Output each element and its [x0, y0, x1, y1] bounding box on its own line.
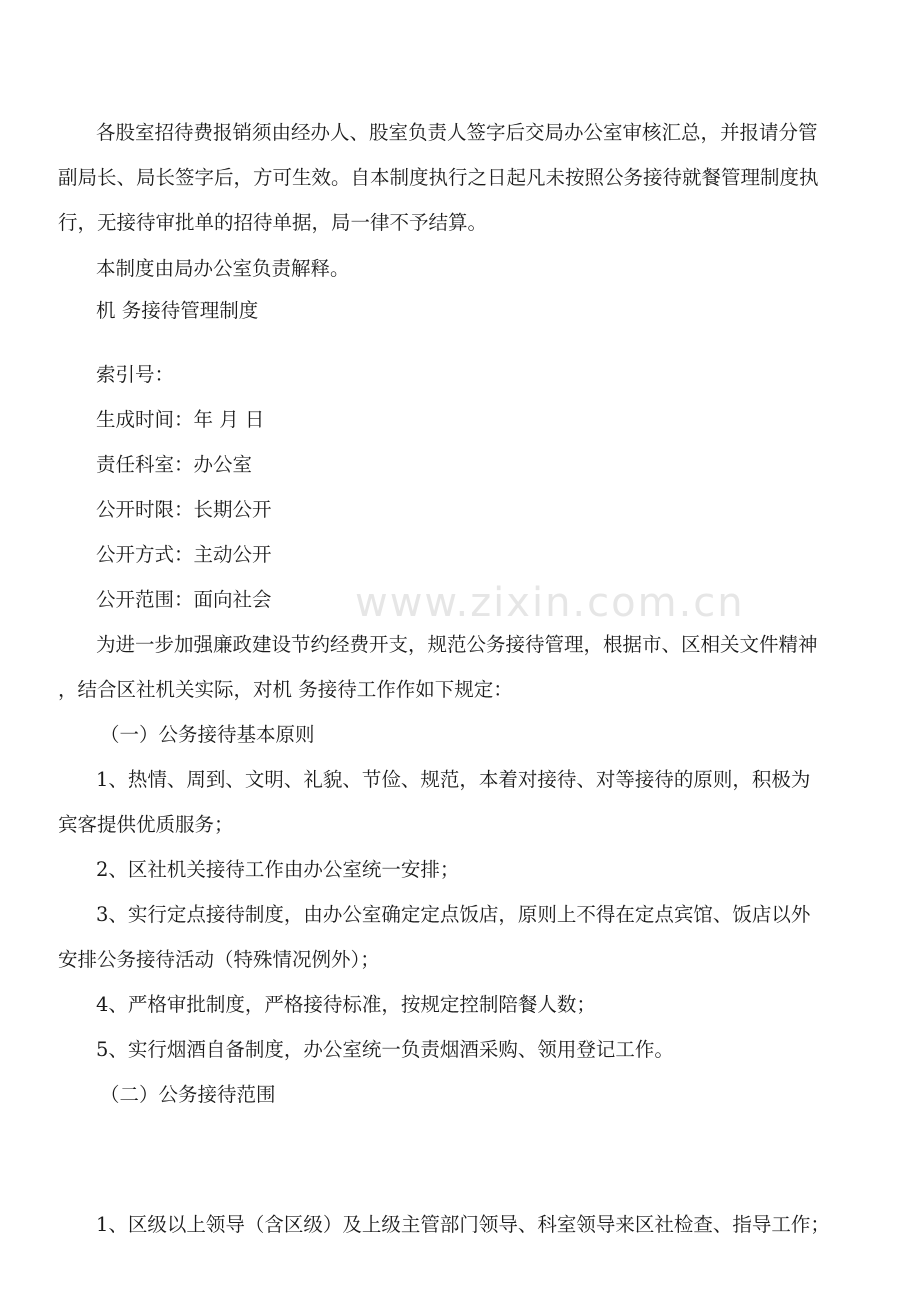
list-item: 1、热情、周到、文明、礼貌、节俭、规范，本着对接待、对等接待的原则，积极为 — [96, 768, 811, 791]
list-item: 3、实行定点接待制度，由办公室确定定点饭店，原则上不得在定点宾馆、饭店以外 — [96, 903, 811, 926]
paragraph-line: ，结合区社机关实际，对机 务接待工作作如下规定： — [58, 678, 513, 701]
list-item: 2、区社机关接待工作由办公室统一安排； — [96, 858, 460, 881]
paragraph-line: 本制度由局办公室负责解释。 — [96, 257, 350, 280]
paragraph-line: 为进一步加强廉政建设节约经费开支，规范公务接待管理，根据市、区相关文件精神 — [96, 633, 818, 656]
section-heading: （一）公务接待基本原则 — [100, 723, 315, 746]
meta-term: 公开时限：长期公开 — [96, 498, 272, 521]
section-heading: （二）公务接待范围 — [100, 1083, 276, 1106]
meta-method: 公开方式：主动公开 — [96, 543, 272, 566]
list-item: 安排公务接待活动（特殊情况例外）； — [58, 948, 380, 971]
list-item: 4、严格审批制度，严格接待标准，按规定控制陪餐人数； — [96, 993, 596, 1016]
paragraph-line: 行，无接待审批单的招待单据，局一律不予结算。 — [58, 211, 488, 234]
meta-generated-time: 生成时间：年 月 日 — [96, 408, 265, 431]
list-item: 宾客提供优质服务； — [58, 813, 234, 836]
meta-index-no: 索引号： — [96, 363, 175, 386]
list-item: 1、区级以上领导（含区级）及上级主管部门领导、科室领导来区社检查、指导工作； — [96, 1213, 830, 1236]
watermark: www.zixin.com.cn — [355, 580, 745, 626]
meta-department: 责任科室：办公室 — [96, 453, 253, 476]
meta-scope: 公开范围：面向社会 — [96, 588, 272, 611]
section-title: 机 务接待管理制度 — [96, 299, 259, 322]
paragraph-line: 各股室招待费报销须由经办人、股室负责人签字后交局办公室审核汇总，并报请分管 — [96, 121, 818, 144]
list-item: 5、实行烟酒自备制度，办公室统一负责烟酒采购、领用登记工作。 — [96, 1038, 674, 1061]
paragraph-line: 副局长、局长签字后，方可生效。自本制度执行之日起凡未按照公务接待就餐管理制度执 — [58, 166, 819, 189]
